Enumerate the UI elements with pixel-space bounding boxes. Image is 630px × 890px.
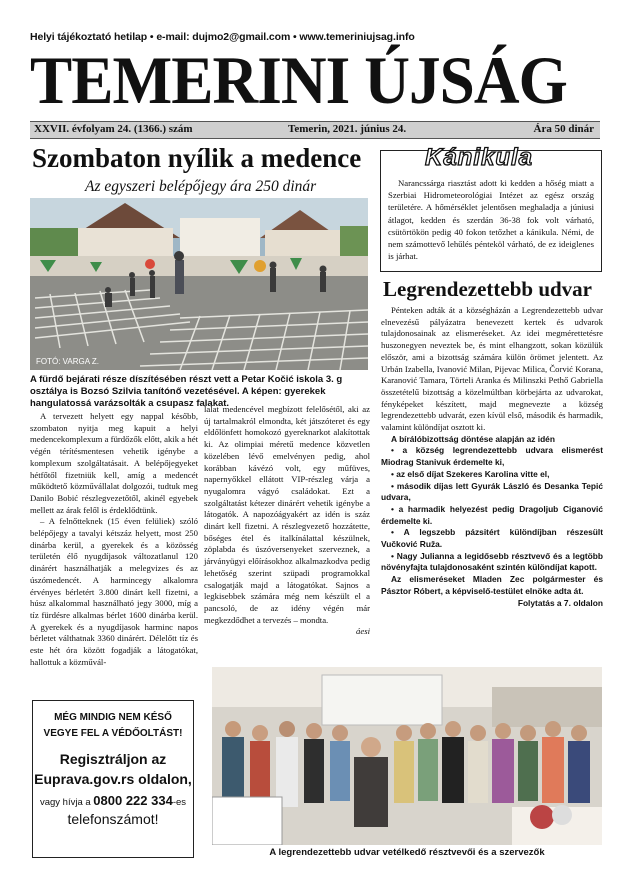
award-item: • a harmadik helyezést pedig Dragoljub Ciganović érdemelte ki.: [381, 503, 603, 526]
paragraph: lalat medencével megbízott felelősétől, aki az új tartalmakról elmondta, két játszóteret és egy eldőlönfett homokozó gyereknarkot alakítottak ki. Az olimpiai méretű medence közvetlen közelében lévő emelvényen pedig, ahol korábban kávézó volt, egy műfüves, napernyőkkel ellátott VIP-részleg várja a nyugalomra vágyó családokat. Ezt a szolgáltatást kétezer dinárért vehetik igénybe a látogatók. A napozóágyakért az idén is száz dinárt kell fizetni. A részlegvezető hozzátette, bőséges étel és italkínálattal készülnek, zöplabda és úszóversenyeket szerveznek, a járványügyi előírásokhoz alkalmazkodva pedig lehetőség szerint szüpadi programokkal csalogatják majd a látogatókat. Sajnos a legkisebbek számára még nem készült el a pancsoló, de az idény végén már megkezdődhet a tervezés – mondta.: [204, 404, 370, 625]
award-item: • a község legrendezettebb udvara elismerést Miodrag Stanivuk érdemelte ki,: [381, 445, 603, 468]
pool-mural-photo: [30, 198, 368, 370]
ad-line-4: Euprava.gov.rs oldalon,: [34, 771, 192, 787]
ad-line-5: [33, 793, 193, 808]
lead-photo-caption: A fürdő bejárati része díszítésében részt vett a Petar Kočić iskola 3. g osztálya is Bozsó Szilvia tanítónő vezetésével. A képen: gyerekek hangulatossá varázsolták a csupasz falakat.: [30, 374, 343, 409]
author-signature: áesi: [356, 626, 370, 637]
presenters: Az elismeréseket Mladen Zec polgármester és Pásztor Róbert, a képviselő-testület elnöke adta át.: [381, 574, 603, 596]
ad-phone-number: 0800 222 334: [93, 793, 173, 808]
ad-line-2: VEGYE FEL A VÉDŐOLTÁST!: [43, 728, 183, 739]
lead-headline: Szombaton nyílik a medence: [32, 143, 362, 173]
award-item: • második díjas lett Gyurák László és Desanka Tepić udvara,: [381, 480, 603, 503]
paragraph: A tervezett helyett egy nappal később, szombaton nyitja meg kapuit a helyi medencekomplexum a fürdőzők előtt, akik a hét végén térítésmentesen vehetik igénybe a komplexum szolgáltatásait. A belépőjegyeket hétfőtől fizetniük kell, amíg a medencét működtető közművállalat dolgozói, tudtuk meg Danilo Bobić részlegvezetőtől, akinél egyebek mellett az árak felől is érdeklődtünk.: [30, 411, 198, 515]
paragraph: Pénteken adták át a községházán a Legrendezettebb udvar elnevezésű pályázatra benevezett kertek és udvarok tulajdonosainak az elismeréseket. Az idei megmérettetésre huszonegyen neveztek be, és mint elhangzott, sokan közülük először, ami a bizottság számára külön örömet jelentett. Az Urbán Izabella, Ivanović Milan, Pijevac Milica, Čorvić Korana, Karanović Tamara, Törteli Aranka és Milinszki Pethő Gabriella összetételű bizottság a közelmúltban körbejárta az udvarokat, fényképeket készített, majd megnevezte a község legrendezettebb udvarát, ezen kívül első, második és harmadik, valamint különdíjat osztott ki.: [381, 305, 603, 433]
ad-line-1: MÉG MINDIG NEM KÉSŐ: [54, 712, 172, 723]
vaccination-ad-box: [32, 700, 194, 858]
ad-line-3: Regisztráljon az: [59, 751, 167, 767]
ad-line-6: telefonszámot!: [67, 811, 159, 827]
lead-subheadline: Az egyszeri belépőjegy ára 250 dinár: [85, 178, 317, 195]
paragraph: – A felnőtteknek (15 éven felüliek) szóló belépőjegy a tavalyi kétszáz helyett, most 250 dinárba kerül, a gyerekek és a közösség területén élő nyugdíjasok változatlanul 120 dinárért használhatják a melegvizes és az úszómedencét. A harmincegy alkalomra érvényes bérletért 3.800 dinárt kell fizetni, a húsz alkalommal használható jegy 3000, míg a tíz fürdésre alkalmas bérlet 1600 dinárba kerül. A gyerekek és a nyugdíjasok harminc napos bérletet válthatnak 3360 dinárért. Délelőtt tíz és este hét óra között fogadják a látogatókat, hallottuk a közművál-: [30, 516, 198, 667]
masthead-title: TEMERINI ÚJSÁG: [30, 42, 567, 118]
ad-call-text: vagy hívja a: [39, 797, 91, 808]
heatwave-logo: Kánikula: [425, 144, 534, 171]
garden-winners-group-photo: [212, 667, 602, 845]
jury-intro: A bírálóbizottság döntése alapján az idén: [391, 433, 555, 444]
lead-column-a: [30, 411, 198, 668]
lead-column-b: [204, 404, 370, 638]
issue-info-bar: [30, 121, 600, 139]
ad-suffix: -es: [172, 797, 187, 808]
award-item: • az első díjat Szekeres Karolina vitte el,: [391, 468, 550, 479]
garden-headline: Legrendezettebb udvar: [383, 277, 593, 301]
award-item: • Nagy Julianna a legidősebb résztvevő és a legtöbb növényfajta tulajdonosaként szintén különdíjat kapott.: [381, 550, 603, 573]
issue-number: XXVII. évfolyam 24. (1366.) szám: [34, 123, 193, 135]
issue-price: Ára 50 dinár: [533, 123, 594, 135]
continued-link[interactable]: Folytatás a 7. oldalon: [517, 597, 603, 608]
group-photo-caption: A legrendezettebb udvar vetélkedő résztvevői és a szervezők: [269, 847, 545, 858]
issue-date: Temerin, 2021. június 24.: [288, 123, 407, 135]
heatwave-text: [388, 177, 594, 262]
paragraph: Narancssárga riasztást adott ki kedden a hőség miatt a Szerbiai Hidrometeorológiai Intézet az egész ország területére. A hőmérséklet jelentősen meghaladja a júniusi átlagot, kedden és szerdán 36-38 fok volt várható, csütörtökön pedig 40 fokon tetőzhet a kánikula. Némi, de nem számottevő lehűlés pénteköl várható, de ez ideiglenes is járhat.: [388, 178, 594, 262]
award-item: • A legszebb pázsitért különdíjban részesült Vučković Ruža.: [381, 527, 603, 550]
header-tagline: Helyi tájékoztató hetilap • e-mail: dujmo2@gmail.com • www.temeriniujsag.info: [30, 31, 415, 43]
garden-article-column: [381, 305, 603, 609]
photo-credit: FOTÓ: VARGA Z.: [36, 357, 99, 366]
